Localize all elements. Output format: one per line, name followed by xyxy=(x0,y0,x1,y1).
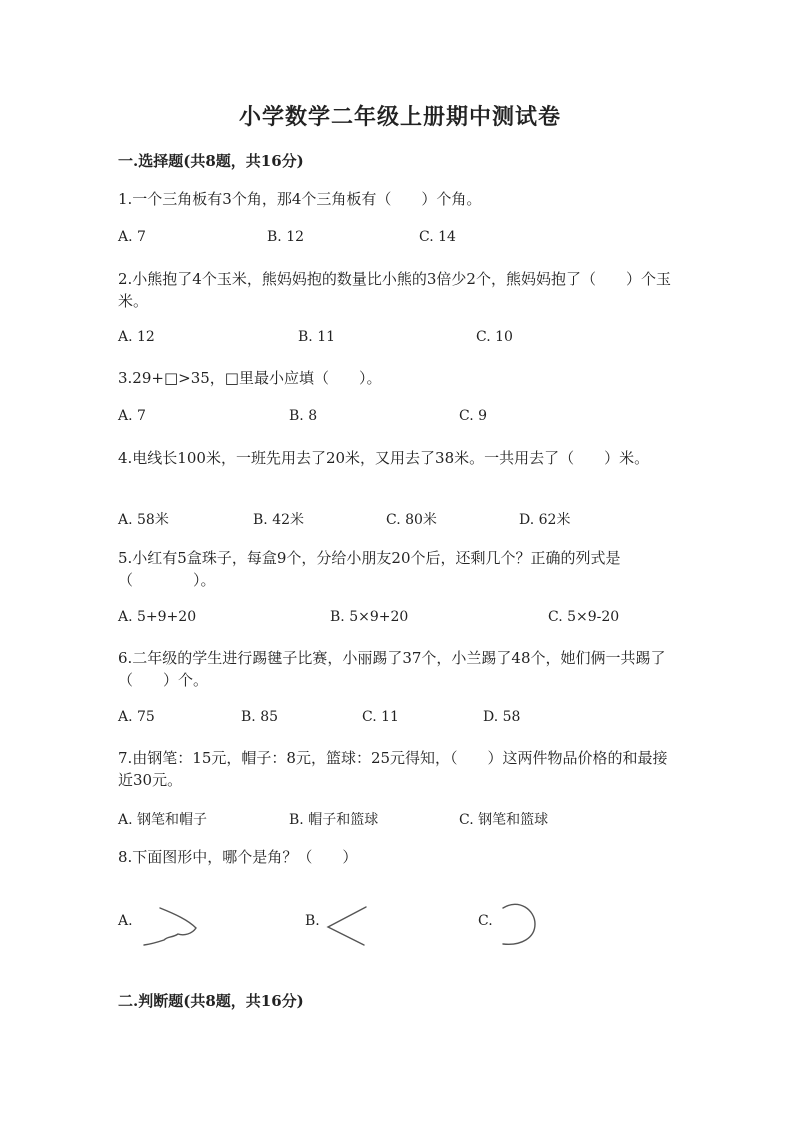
option-c: C. 11 xyxy=(362,709,399,725)
option-a: A. xyxy=(118,913,133,929)
option-c: C. 80米 xyxy=(386,512,437,528)
option-c: C. 14 xyxy=(419,229,456,245)
option-a: A. 钢笔和帽子 xyxy=(118,812,208,828)
question-2: 2.小熊抱了4个玉米，熊妈妈抱的数量比小熊的3倍少2个，熊妈妈抱了（ ）个玉米。 xyxy=(118,270,671,310)
option-b: B. 帽子和篮球 xyxy=(289,812,379,828)
section-heading-multiple-choice: 一.选择题(共8题，共16分) xyxy=(118,152,304,170)
question-8: 8.下面图形中，哪个是角？（ ） xyxy=(118,848,358,866)
question-1: 1.一个三角板有3个角，那4个三角板有（ ）个角。 xyxy=(118,190,482,208)
option-a: A. 75 xyxy=(118,709,155,725)
question-7: 7.由钢笔：15元，帽子：8元，篮球：25元得知，（ ）这两件物品价格的和最接近30元。 xyxy=(118,749,668,789)
figure-a-curved-shape xyxy=(140,900,210,950)
option-c: C. 钢笔和篮球 xyxy=(459,812,549,828)
option-b: B. 5×9+20 xyxy=(330,609,409,625)
option-b: B. 85 xyxy=(241,709,279,725)
option-b: B. 12 xyxy=(267,229,305,245)
option-b: B. 42米 xyxy=(253,512,305,528)
option-c: C. xyxy=(478,913,493,929)
option-a: A. 58米 xyxy=(118,512,169,528)
section-heading-true-false: 二.判断题(共8题，共16分) xyxy=(118,992,304,1010)
question-4: 4.电线长100米，一班先用去了20米，又用去了38米。一共用去了（ ）米。 xyxy=(118,449,650,467)
option-a: A. 7 xyxy=(118,229,146,245)
option-b: B. 8 xyxy=(289,408,318,424)
page-title: 小学数学二年级上册期中测试卷 xyxy=(238,104,561,130)
option-a: A. 5+9+20 xyxy=(118,609,197,625)
option-d: D. 58 xyxy=(483,709,521,725)
option-b: B. xyxy=(305,913,320,929)
option-c: C. 10 xyxy=(476,329,513,345)
option-b: B. 11 xyxy=(298,329,336,345)
option-a: A. 7 xyxy=(118,408,146,424)
option-c: C. 5×9-20 xyxy=(548,609,620,625)
option-d: D. 62米 xyxy=(519,512,571,528)
figure-b-angle xyxy=(322,903,372,949)
question-5: 5.小红有5盒珠子，每盒9个，分给小朋友20个后，还剩几个？正确的列式是（ ）。 xyxy=(118,549,621,589)
figure-c-curve xyxy=(495,900,545,950)
question-6: 6.二年级的学生进行踢毽子比赛，小丽踢了37个，小兰踢了48个，她们俩一共踢了（ ）个。 xyxy=(118,649,666,689)
option-c: C. 9 xyxy=(459,408,488,424)
option-a: A. 12 xyxy=(118,329,155,345)
question-3: 3.29+□>35，□里最小应填（ ）。 xyxy=(118,369,382,387)
